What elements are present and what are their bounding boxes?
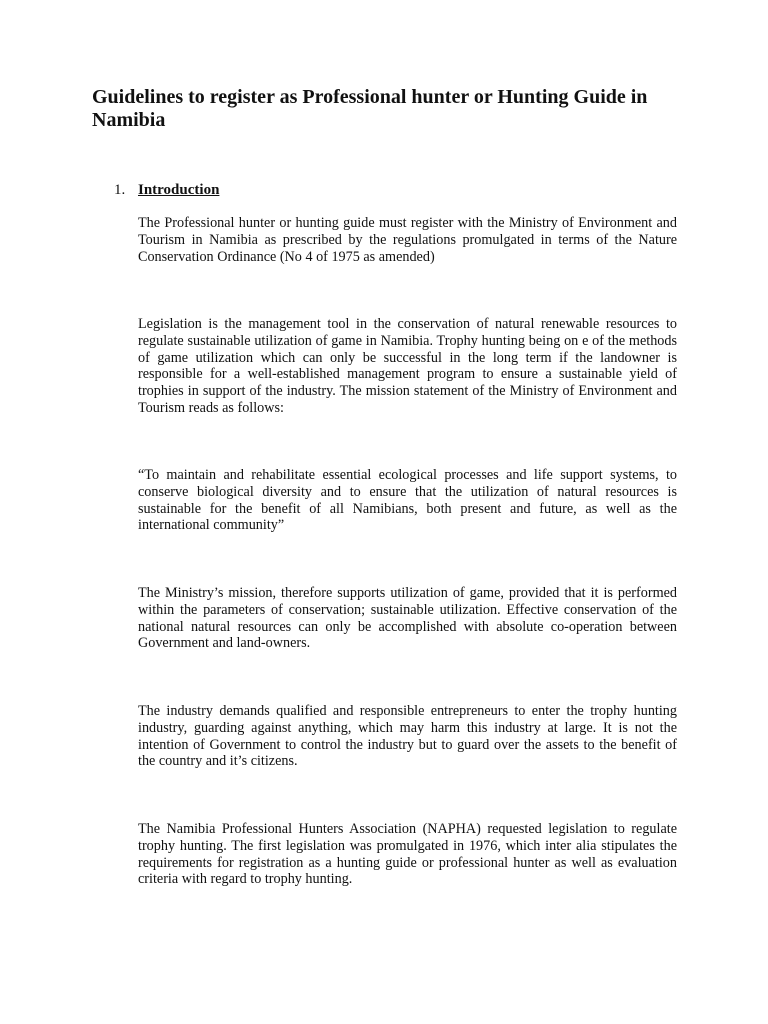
section-heading-label: Introduction (138, 182, 220, 198)
paragraph-ministry-mission: The Ministry’s mission, therefore supports utilization of game, provided that it is performed within the parameters of conservation; sustainable utilization. Effective conservation of the national natural resources can only be accomplished with absolute co-operation between Government and land-owners. (138, 585, 677, 652)
paragraph-registration: The Professional hunter or hunting guide must register with the Ministry of Environment and Tourism in Namibia as prescribed by the regulations promulgated in terms of the Nature Conservation Ordinance (No 4 of 1975 as amended) (138, 215, 677, 265)
document-title: Guidelines to register as Professional hunter or Hunting Guide in Namibia (92, 86, 648, 131)
paragraph-mission-quote: “To maintain and rehabilitate essential ecological processes and life support systems, to conserve biological diversity and to ensure that the utilization of natural resources is sustainable for the benefit of all Namibians, both present and future, as well as the international community” (138, 467, 677, 534)
section-heading (114, 182, 219, 199)
section-number: 1. (114, 182, 126, 198)
paragraph-industry-demands: The industry demands qualified and responsible entrepreneurs to enter the trophy hunting industry, guarding against anything, which may harm this industry at large. It is not the intention of Government to control the industry but to guard over the assets to the benefit of the country and it’s citizens. (138, 703, 677, 770)
paragraph-legislation: Legislation is the management tool in the conservation of natural renewable resources to regulate sustainable utilization of game in Namibia. Trophy hunting being on e of the methods of game utilization which can only be successful in the long term if the landowner is responsible for a well-established management program to ensure a sustainable yield of trophies in support of the industry. The mission statement of the Ministry of Environment and Tourism reads as follows: (138, 316, 677, 416)
paragraph-napha: The Namibia Professional Hunters Association (NAPHA) requested legislation to regulate trophy hunting. The first legislation was promulgated in 1976, which inter alia stipulates the requirements for registration as a hunting guide or professional hunter as well as evaluation criteria with regard to trophy hunting. (138, 821, 677, 888)
